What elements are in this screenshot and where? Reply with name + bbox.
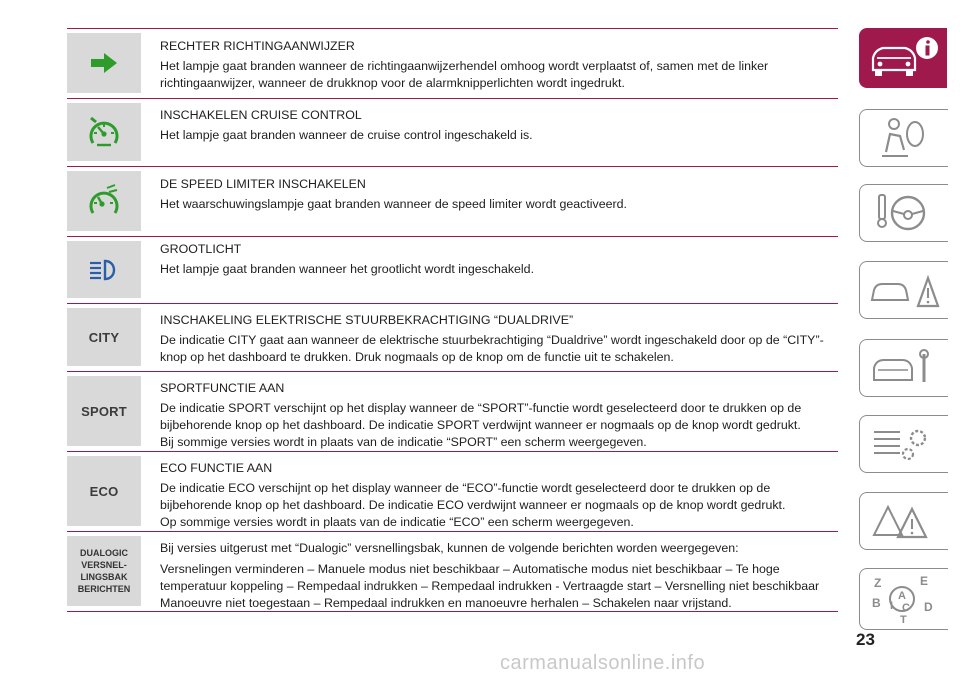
index-letter: D — [924, 600, 933, 614]
section-line: Het lampje gaat branden wanneer de cruise control ingeschakeld is. — [160, 128, 533, 142]
section-city — [160, 312, 832, 366]
section-heading: INSCHAKELING ELEKTRISCHE STUURBEKRACHTIGING “DUALDRIVE” — [160, 313, 574, 327]
section-line: Op sommige versies wordt in plaats van de indicatie “ECO” een scherm weergegeven. — [160, 515, 634, 529]
index-letter: B — [872, 596, 881, 610]
dualogic-label-line: DUALOGIC — [80, 548, 128, 558]
tab-warnings[interactable] — [859, 492, 948, 550]
section-heading: GROOTLICHT — [160, 242, 242, 256]
speed-limiter-icon — [85, 182, 123, 220]
separator-rule — [67, 303, 838, 304]
section-high-beam — [160, 241, 832, 278]
section-line: bijbehorende knop op het dashboard. De indicatie SPORT verdwijnt wanneer er nogmaals op de knop wordt gedrukt. — [160, 418, 801, 432]
icon-cell-speed-limiter — [67, 171, 141, 231]
right-turn-indicator-icon — [89, 52, 119, 74]
section-line: richtingaanwijzer, wanneer de drukknop voor de alarmknipperlichten wordt ingedrukt. — [160, 76, 625, 90]
section-line: De indicatie SPORT verschijnt op het display wanneer de “SPORT”-functie wordt geselecteerd door te drukken op de — [160, 401, 802, 415]
car-accident-warning-icon — [860, 262, 946, 318]
index-letter: C — [902, 602, 910, 614]
section-line: knop op het dashboard te drukken. Druk nogmaals op de knop om de functie uit te schakelen. — [160, 350, 674, 364]
section-dualogic — [160, 540, 832, 612]
icon-cell-high-beam — [67, 241, 141, 298]
sport-label: SPORT — [81, 403, 127, 419]
key-steering-wheel-icon — [860, 185, 946, 241]
section-line: Manoeuvre niet toegestaan – Rempedaal indrukken en manoeuvre herhalen – Schakelen naar vrijstand. — [160, 596, 732, 610]
city-label: CITY — [88, 329, 120, 345]
tab-maintenance[interactable] — [859, 339, 948, 397]
separator-rule — [67, 451, 838, 452]
icon-cell-eco — [67, 456, 141, 526]
index-letter: Z — [874, 576, 882, 590]
section-line: Versnelingen verminderen – Manuele modus niet beschikbaar – Automatische modus niet beschikbaar – Te hoge — [160, 562, 780, 576]
index-letter: A — [898, 590, 906, 602]
tab-emergency[interactable] — [859, 261, 948, 319]
tab-dashboard-knowledge[interactable] — [859, 28, 947, 88]
tab-starting-driving[interactable] — [859, 184, 948, 242]
section-sport — [160, 380, 832, 451]
section-line: Het lampje gaat branden wanneer het grootlicht wordt ingeschakeld. — [160, 262, 535, 276]
car-service-wrench-icon — [860, 340, 946, 396]
separator-rule — [67, 371, 838, 372]
separator-rule — [67, 531, 838, 532]
specifications-gears-icon — [860, 416, 946, 472]
section-line: Het lampje gaat branden wanneer de richtingaanwijzerhendel omhoog wordt verplaatst of, samen met de linker — [160, 59, 769, 73]
top-rule — [67, 28, 838, 29]
section-cruise-control — [160, 107, 832, 144]
tab-safety[interactable] — [859, 109, 948, 167]
section-heading: SPORTFUNCTIE AAN — [160, 381, 285, 395]
page-number: 23 — [856, 630, 875, 649]
watermark: carmanualsonline.info — [500, 652, 706, 674]
tab-index[interactable] — [859, 568, 948, 630]
dualogic-label-line: VERSNEL- — [81, 560, 127, 570]
section-eco — [160, 460, 832, 531]
section-heading: RECHTER RICHTINGAANWIJZER — [160, 39, 355, 53]
icon-cell-right-indicator — [67, 33, 141, 93]
section-line: Bij sommige versies wordt in plaats van de indicatie “SPORT” een scherm weergegeven. — [160, 435, 647, 449]
dualogic-label-line: LINGSBAK — [80, 572, 128, 582]
cruise-control-icon — [85, 113, 123, 151]
separator-rule — [67, 98, 838, 99]
separator-rule — [67, 166, 838, 167]
index-letter: T — [900, 614, 907, 626]
icon-cell-cruise-control — [67, 103, 141, 161]
section-right-indicator — [160, 38, 832, 92]
eco-label: ECO — [89, 483, 119, 499]
alphabetical-index-icon — [860, 569, 946, 629]
section-line: De indicatie CITY gaat aan wanneer de elektrische stuurbekrachtiging “Dualdrive” wordt ingeschakeld door op de “CITY”- — [160, 333, 824, 347]
index-letter: E — [920, 574, 929, 588]
high-beam-icon — [87, 259, 121, 281]
index-letter: I — [890, 600, 894, 612]
section-speed-limiter — [160, 176, 832, 213]
icon-cell-dualogic — [67, 536, 141, 606]
section-heading: Bij versies uitgerust met “Dualogic” versnellingsbak, kunnen de volgende berichten worden weergegeven: — [160, 541, 739, 555]
separator-rule — [67, 236, 838, 237]
tab-technical-data[interactable] — [859, 415, 948, 473]
section-line: De indicatie ECO verschijnt op het display wanneer de “ECO”-functie wordt geselecteerd door te drukken op de — [160, 481, 771, 495]
section-line: temperatuur koppeling – Rempedaal indrukken – Rempedaal indrukken - Vertraagde start – Versnelling niet beschikbaar — [160, 579, 820, 593]
section-line: bijbehorende knop op het dashboard. De indicatie ECO verdwijnt wanneer er nogmaals op de knop wordt gedrukt. — [160, 498, 786, 512]
section-heading: DE SPEED LIMITER INSCHAKELEN — [160, 177, 366, 191]
section-line: Het waarschuwingslampje gaat branden wanneer de speed limiter wordt geactiveerd. — [160, 197, 627, 211]
dualogic-label-line: BERICHTEN — [77, 584, 131, 594]
warning-triangles-icon — [860, 493, 946, 549]
car-info-icon — [859, 28, 947, 88]
section-heading: INSCHAKELEN CRUISE CONTROL — [160, 108, 362, 122]
airbag-passenger-icon — [860, 110, 946, 166]
section-heading: ECO FUNCTIE AAN — [160, 461, 273, 475]
icon-cell-city — [67, 308, 141, 366]
icon-cell-sport — [67, 376, 141, 446]
